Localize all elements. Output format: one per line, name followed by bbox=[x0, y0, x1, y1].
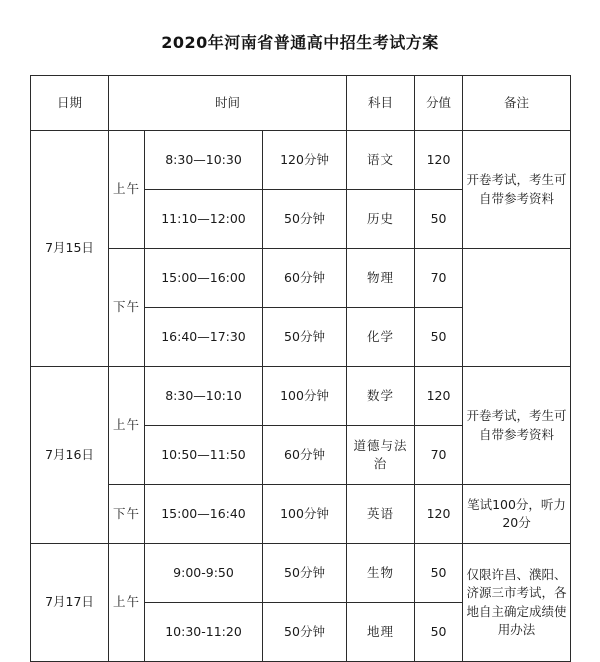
remark-cell-day1: 开卷考试，考生可自带参考资料 bbox=[463, 131, 571, 249]
duration-cell: 60分钟 bbox=[263, 249, 347, 308]
time-cell: 15:00—16:40 bbox=[145, 485, 263, 544]
score-cell: 70 bbox=[415, 249, 463, 308]
score-cell: 50 bbox=[415, 308, 463, 367]
duration-cell: 100分钟 bbox=[263, 367, 347, 426]
duration-cell: 100分钟 bbox=[263, 485, 347, 544]
header-score: 分值 bbox=[415, 76, 463, 131]
ampm-cell-day2-morning: 上午 bbox=[109, 367, 145, 485]
subject-cell: 地理 bbox=[347, 603, 415, 662]
ampm-cell-day3-morning: 上午 bbox=[109, 544, 145, 662]
duration-cell: 50分钟 bbox=[263, 603, 347, 662]
ampm-cell-day1-afternoon: 下午 bbox=[109, 249, 145, 367]
score-cell: 50 bbox=[415, 603, 463, 662]
exam-schedule-table-wrapper bbox=[30, 75, 570, 662]
header-date: 日期 bbox=[31, 76, 109, 131]
time-cell: 8:30—10:10 bbox=[145, 367, 263, 426]
time-cell: 8:30—10:30 bbox=[145, 131, 263, 190]
subject-cell: 道德与法治 bbox=[347, 426, 415, 485]
header-subject: 科目 bbox=[347, 76, 415, 131]
remark-cell-english: 笔试100分，听力20分 bbox=[463, 485, 571, 544]
exam-schedule-table bbox=[30, 75, 571, 662]
header-remark: 备注 bbox=[463, 76, 571, 131]
time-cell: 16:40—17:30 bbox=[145, 308, 263, 367]
duration-cell: 60分钟 bbox=[263, 426, 347, 485]
date-cell-day2: 7月16日 bbox=[31, 367, 109, 544]
table-row bbox=[31, 249, 571, 308]
score-cell: 70 bbox=[415, 426, 463, 485]
subject-cell: 化学 bbox=[347, 308, 415, 367]
table-header-row bbox=[31, 76, 571, 131]
time-cell: 10:50—11:50 bbox=[145, 426, 263, 485]
document-page bbox=[0, 30, 600, 639]
date-cell-day1: 7月15日 bbox=[31, 131, 109, 367]
remark-cell-day2: 开卷考试，考生可自带参考资料 bbox=[463, 367, 571, 485]
table-row bbox=[31, 485, 571, 544]
duration-cell: 50分钟 bbox=[263, 190, 347, 249]
ampm-cell-day2-afternoon: 下午 bbox=[109, 485, 145, 544]
remark-cell-empty bbox=[463, 249, 571, 367]
score-cell: 50 bbox=[415, 544, 463, 603]
subject-cell: 物理 bbox=[347, 249, 415, 308]
subject-cell: 生物 bbox=[347, 544, 415, 603]
duration-cell: 50分钟 bbox=[263, 544, 347, 603]
score-cell: 120 bbox=[415, 131, 463, 190]
table-row bbox=[31, 367, 571, 426]
remark-cell-day3: 仅限许昌、濮阳、济源三市考试，各地自主确定成绩使用办法 bbox=[463, 544, 571, 662]
date-cell-day3: 7月17日 bbox=[31, 544, 109, 662]
subject-cell: 英语 bbox=[347, 485, 415, 544]
score-cell: 120 bbox=[415, 367, 463, 426]
page-title: 2020年河南省普通高中招生考试方案 bbox=[161, 33, 439, 52]
time-cell: 11:10—12:00 bbox=[145, 190, 263, 249]
table-row bbox=[31, 131, 571, 190]
ampm-cell-day1-morning: 上午 bbox=[109, 131, 145, 249]
time-cell: 15:00—16:00 bbox=[145, 249, 263, 308]
subject-cell: 语文 bbox=[347, 131, 415, 190]
header-time: 时间 bbox=[109, 76, 347, 131]
score-cell: 120 bbox=[415, 485, 463, 544]
duration-cell: 120分钟 bbox=[263, 131, 347, 190]
score-cell: 50 bbox=[415, 190, 463, 249]
table-row bbox=[31, 544, 571, 603]
duration-cell: 50分钟 bbox=[263, 308, 347, 367]
time-cell: 9:00-9:50 bbox=[145, 544, 263, 603]
time-cell: 10:30-11:20 bbox=[145, 603, 263, 662]
subject-cell: 数学 bbox=[347, 367, 415, 426]
subject-cell: 历史 bbox=[347, 190, 415, 249]
